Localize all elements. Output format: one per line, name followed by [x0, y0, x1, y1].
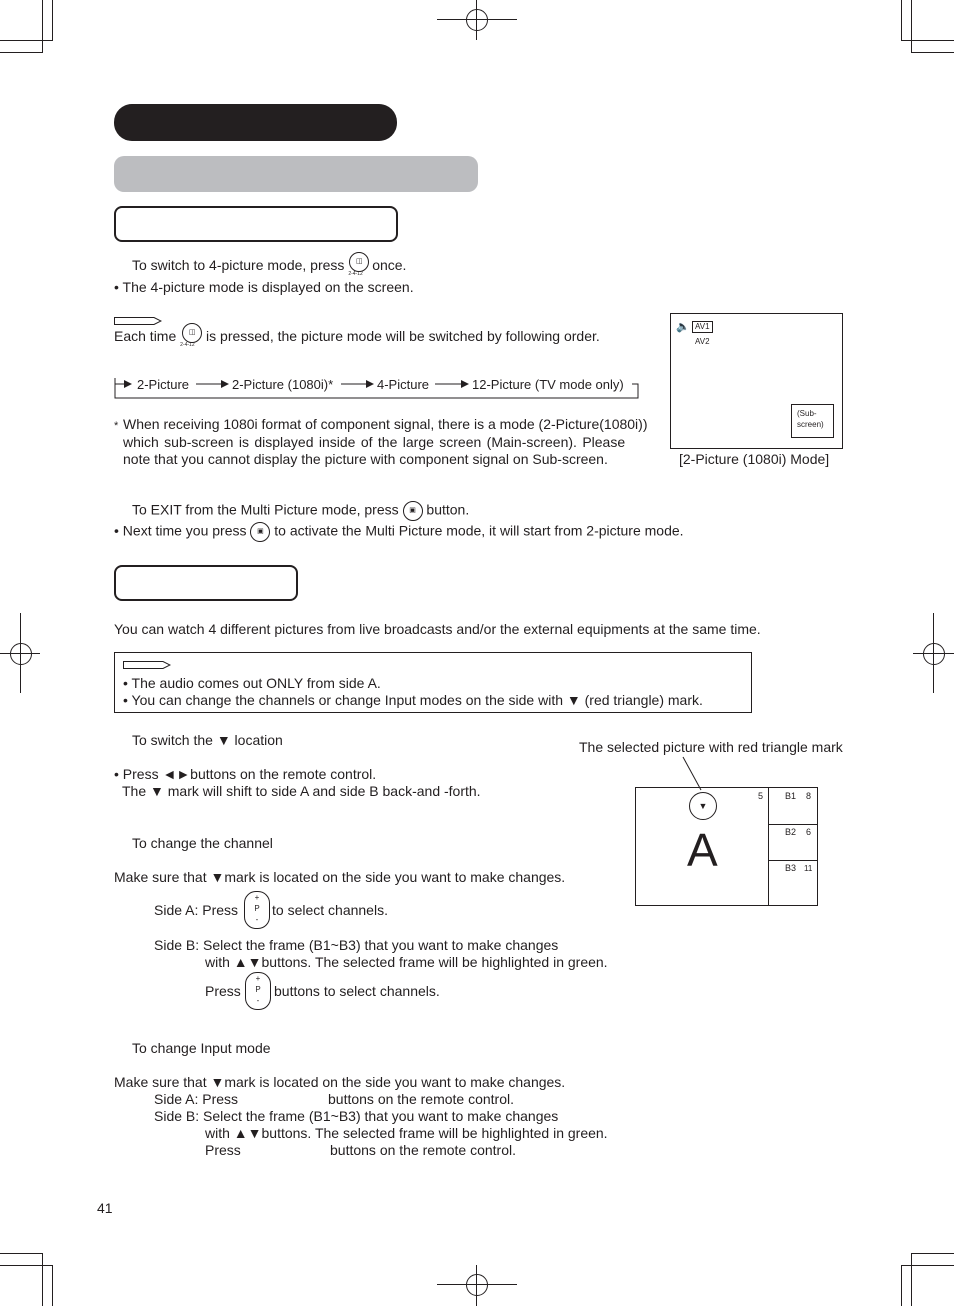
input-mode-title: To change Input mode — [132, 1040, 271, 1056]
frame-label: B3 — [785, 863, 797, 873]
crop-mark — [52, 1266, 53, 1306]
note-line: • The audio comes out ONLY from side A. — [123, 675, 381, 691]
footnote — [123, 416, 647, 469]
crop-mark — [901, 1265, 954, 1266]
note-arrow-icon — [114, 317, 162, 325]
input-press-end: buttons on the remote control. — [330, 1142, 516, 1158]
registration-mark — [20, 613, 21, 693]
order-step-1: 2-Picture — [137, 377, 190, 392]
frame-b2 — [769, 825, 817, 861]
crop-mark — [0, 1253, 42, 1254]
multi-picture-button-icon: ◫ — [349, 252, 369, 272]
order-step-2: 2-Picture (1080i)* — [232, 377, 334, 392]
side-a-start: Side A: Press — [154, 902, 239, 918]
registration-mark — [466, 9, 488, 31]
crop-mark — [911, 0, 912, 53]
frame-label: B1 — [785, 791, 797, 801]
exit-multi-button-icon: ▣ — [250, 522, 270, 542]
footnote-line: which sub-screen is displayed inside of the large screen (Main-screen). Please — [123, 433, 626, 450]
switch-detail: The ▼ mark will shift to side A and side B back-and -forth. — [122, 783, 481, 799]
footnote-line: note that you cannot display the picture with component signal on Sub-screen. — [123, 451, 608, 467]
crop-mark — [52, 0, 53, 40]
exit-instruction: To EXIT from the Multi Picture mode, press ▣ button. — [132, 501, 469, 521]
av1-badge: AV1 — [692, 321, 713, 333]
crop-mark — [901, 0, 902, 40]
sub-screen-label: (Sub- — [797, 409, 817, 418]
figure-caption: [2-Picture (1080i) Mode] — [679, 451, 830, 467]
side-b-line: with ▲▼buttons. The selected frame will be highlighted in green. — [205, 954, 608, 970]
speaker-icon: 🔈 — [676, 321, 690, 333]
button-caption: 2-4-12 — [348, 271, 363, 278]
make-sure-text: Make sure that ▼mark is located on the side you want to make changes. — [114, 869, 566, 885]
four-picture-figure — [635, 787, 818, 906]
crop-mark — [912, 52, 954, 53]
exit-multi-button-icon: ▣ — [403, 501, 423, 521]
registration-mark — [437, 19, 517, 20]
figure-caption: The selected picture with red triangle mark — [579, 739, 843, 755]
page-number: 41 — [97, 1200, 113, 1216]
bullet-text: • The 4-picture mode is displayed on the screen. — [114, 279, 414, 295]
registration-mark — [466, 1274, 488, 1296]
frame-number: 8 — [806, 791, 812, 801]
frame-number: 11 — [804, 864, 813, 873]
press-start: Press — [205, 983, 241, 999]
program-button-icon: + P - — [245, 972, 271, 1010]
input-side-b-line: with ▲▼buttons. The selected frame will be highlighted in green. — [205, 1125, 608, 1141]
input-side-a-end: buttons on the remote control. — [328, 1091, 514, 1107]
side-b-column — [768, 788, 817, 905]
button-caption: 2-4-12 — [180, 342, 195, 349]
registration-mark — [10, 643, 32, 665]
input-side-b-line: Side B: Select the frame (B1~B3) that you want to make changes — [154, 1108, 559, 1124]
two-picture-figure — [670, 313, 843, 449]
program-button-icon: + P - — [244, 891, 270, 929]
crop-mark — [0, 1265, 53, 1266]
change-channel-title: To change the channel — [132, 835, 273, 851]
sub-screen-label: screen) — [797, 420, 824, 429]
crop-mark — [0, 40, 53, 41]
subsection-heading-box — [114, 565, 298, 601]
crop-mark — [912, 1253, 954, 1254]
note-arrow-icon — [123, 661, 171, 669]
next-time-bullet: • Next time you press ▣ to activate the Multi Picture mode, it will start from 2-picture mode. — [114, 522, 684, 542]
registration-mark — [476, 0, 477, 40]
switch-instruction: To switch to 4-picture mode, press ◫ 2-4-12 once. — [132, 257, 406, 274]
av2-label: AV2 — [695, 337, 710, 346]
registration-mark — [476, 1265, 477, 1306]
intro-text: You can watch 4 different pictures from live broadcasts and/or the external equipments at the same time. — [114, 621, 761, 637]
switch-bullet: • Press ◄►buttons on the remote control. — [114, 766, 377, 782]
each-time-line: Each time ◫ 2-4-12 is pressed, the picture mode will be switched by following order. — [114, 328, 600, 345]
input-make-sure: Make sure that ▼mark is located on the side you want to make changes. — [114, 1074, 566, 1090]
footnote-line: When receiving 1080i format of component signal, there is a mode (2-Picture(1080i)) — [123, 416, 648, 432]
chapter-heading-bar — [114, 104, 397, 141]
order-step-4: 12-Picture (TV mode only) — [472, 377, 624, 392]
crop-mark — [42, 0, 43, 53]
frame-b3 — [769, 861, 817, 905]
press-end: buttons to select channels. — [274, 983, 440, 999]
side-b-line: Side B: Select the frame (B1~B3) that you want to make changes — [154, 937, 559, 953]
side-a-end: to select channels. — [272, 902, 388, 918]
registration-mark — [923, 643, 945, 665]
frame-label: B2 — [785, 827, 797, 837]
section-heading-bar — [114, 156, 478, 192]
frame-number: 6 — [806, 827, 812, 837]
registration-mark — [437, 1284, 517, 1285]
multi-picture-button-icon: ◫ — [182, 323, 202, 343]
note-box — [114, 652, 752, 713]
subsection-heading-box — [114, 206, 398, 242]
registration-mark — [933, 613, 934, 693]
note-line: • You can change the channels or change Input modes on the side with ▼ (red triangle) mark. — [123, 692, 703, 708]
crop-mark — [42, 1253, 43, 1306]
sub-screen-box — [791, 404, 834, 438]
switch-location-title: To switch the ▼ location — [132, 732, 283, 748]
frame-b1 — [769, 788, 817, 825]
red-triangle-marker-icon: ▼ — [689, 792, 717, 820]
order-step-3: 4-Picture — [377, 377, 430, 392]
footnote-asterisk: * — [114, 420, 119, 432]
input-press-start: Press — [205, 1142, 241, 1158]
input-side-a-start: Side A: Press — [154, 1091, 239, 1107]
crop-mark — [901, 1266, 902, 1306]
main-channel-number: 5 — [758, 791, 764, 801]
side-a-letter: A — [687, 824, 718, 876]
crop-mark — [901, 40, 954, 41]
crop-mark — [0, 52, 42, 53]
crop-mark — [911, 1253, 912, 1306]
